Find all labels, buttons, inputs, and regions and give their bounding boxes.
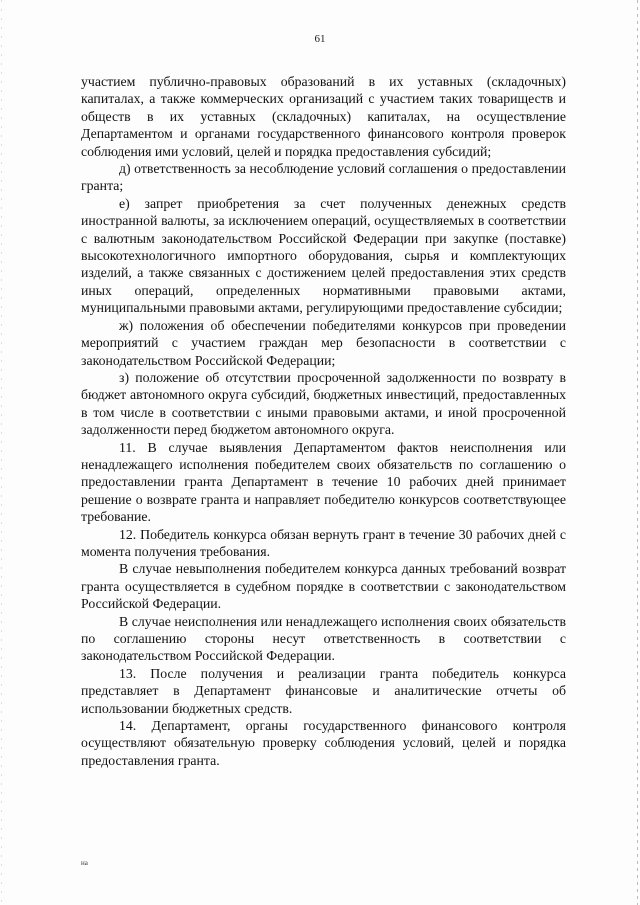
- paragraph-item-d: д) ответственность за несоблюдение условий соглашения о предоставлении гранта;: [81, 161, 566, 194]
- paragraph-clause-12: 12. Победитель конкурса обязан вернуть грант в течение 30 рабочих дней с момента получения требования.: [81, 526, 566, 559]
- paragraph-clause-12-non-fulfillment: В случае невыполнения победителем конкурса данных требований возврат гранта осуществляется в судебном порядке в соответствии с законодательством Российской Федерации.: [81, 561, 566, 612]
- scan-edge-left: [1, 0, 2, 905]
- paragraph-item-e: е) запрет приобретения за счет полученных денежных средств иностранной валюты, за исключением операций, осуществляемых в соответствии с валютным законодательством Российской Федерации при закупке (поставке) высокотехнологичного импортного оборудования, сырья и комплектующих изделий, а также связанных с достижением целей предоставления этих средств иных операций, определенных нормативными правовыми актами, муниципальными правовыми актами, регулирующими предоставление субсидии;: [81, 195, 566, 316]
- paragraph-continuation: участием публично-правовых образований в их уставных (складочных) капиталах, а также коммерческих организаций с участием таких товариществ и обществ в их уставных (складочных) капиталах, на осуществление Департаментом и органами государственного финансового контроля проверок соблюдения ими условий, целей и порядка предоставления субсидий;: [81, 74, 566, 159]
- paragraph-item-zh: ж) положения об обеспечении победителями конкурсов при проведении мероприятий с участием граждан мер безопасности в соответствии с законодательством Российской Федерации;: [81, 317, 566, 368]
- paragraph-clause-14: 14. Департамент, органы государственного финансового контроля осуществляют обязательную проверку соблюдения условий, целей и порядка предоставления гранта.: [81, 718, 566, 768]
- paragraph-item-z: з) положение об отсутствии просроченной задолженности по возврату в бюджет автономного округа субсидий, бюджетных инвестиций, предоставленных в том числе в соответствии с иными правовыми актами, и иной просроченной задолженности перед бюджетом автономного округа.: [81, 369, 566, 438]
- paragraph-clause-12-liability: В случае неисполнения или ненадлежащего исполнения своих обязательств по соглашению стороны несут ответственность в соответствии с законодательством Российской Федерации.: [81, 613, 566, 664]
- paragraph-clause-11: 11. В случае выявления Департаментом фактов неисполнения или ненадлежащего исполнения победителем своих обязательств по соглашению о предоставлении гранта Департамент в течение 10 рабочих дней принимает решение о возврате гранта и направляет победителю конкурсов соответствующее требование.: [81, 439, 566, 525]
- paragraph-clause-13: 13. После получения и реализации гранта победитель конкурса представляет в Департамент финансовые и аналитические отчеты об использовании бюджетных средств.: [81, 665, 566, 716]
- page-number: 61: [314, 33, 326, 45]
- document-body: [81, 73, 566, 769]
- scan-edge-right: [637, 0, 638, 905]
- footer-mark: на: [81, 859, 88, 867]
